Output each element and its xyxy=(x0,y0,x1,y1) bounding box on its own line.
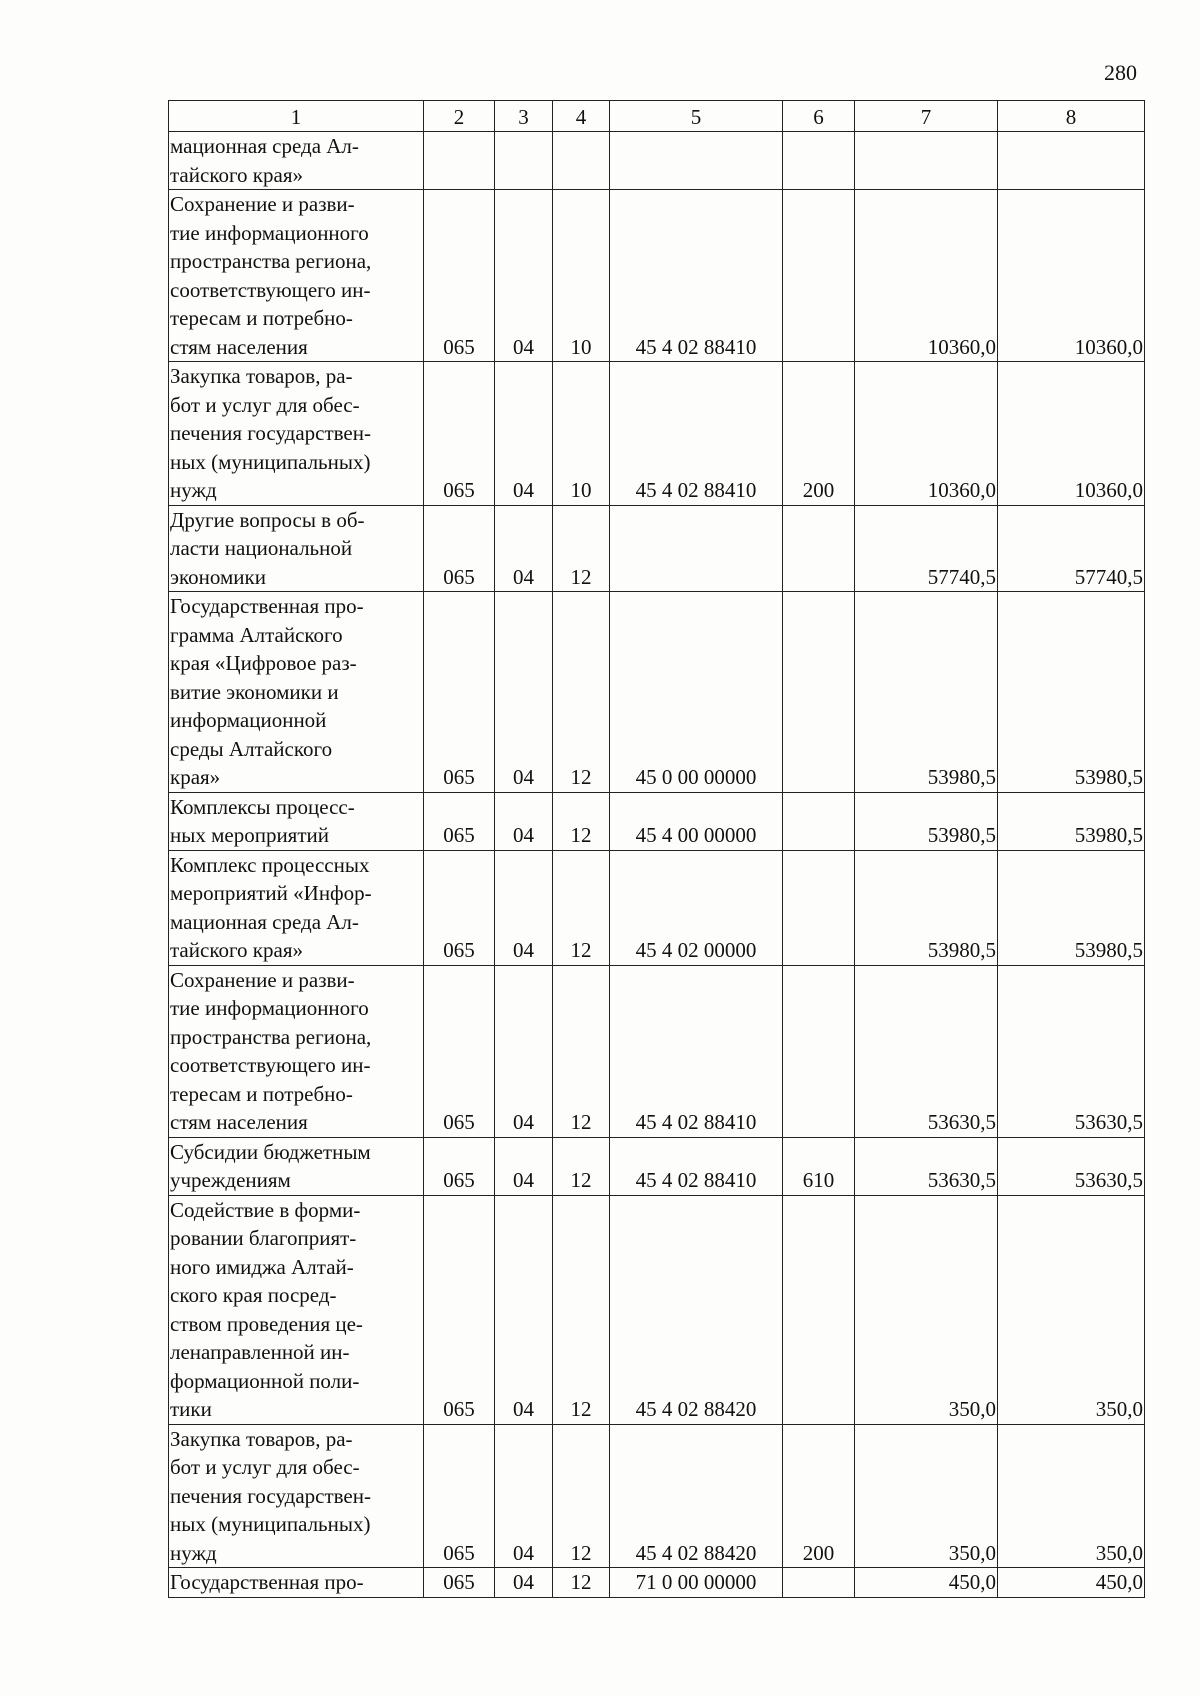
table-cell-expense-type xyxy=(783,592,855,793)
table-cell-sum-a xyxy=(855,132,998,190)
column-header: 7 xyxy=(855,101,998,132)
table-row xyxy=(169,965,1145,1137)
table-cell-name xyxy=(169,592,424,793)
table-cell-expense-type xyxy=(783,1568,855,1598)
row-label: Другие вопросы в об- ласти национальной экономики xyxy=(170,507,365,589)
table-cell-admin: 065 xyxy=(424,1195,495,1424)
table-cell-sum-a: 350,0 xyxy=(855,1424,998,1568)
row-label: Сохранение и разви- тие информационного пространства региона, соответствующего ин- тересам и потребно- стям населения xyxy=(170,967,372,1134)
table-cell-section: 04 xyxy=(495,1137,553,1195)
table-cell-sum-a: 53630,5 xyxy=(855,1137,998,1195)
table-cell-sum-a: 53980,5 xyxy=(855,792,998,850)
table-cell-admin: 065 xyxy=(424,592,495,793)
column-header: 8 xyxy=(998,101,1145,132)
table-cell-sum-a: 53980,5 xyxy=(855,850,998,965)
table-cell-section: 04 xyxy=(495,592,553,793)
table-cell-subsection: 12 xyxy=(553,1424,610,1568)
table-cell-expense-type: 200 xyxy=(783,1424,855,1568)
table-cell-target: 45 0 00 00000 xyxy=(610,592,783,793)
table-cell-sum-b: 10360,0 xyxy=(998,362,1145,506)
table-cell-admin: 065 xyxy=(424,1137,495,1195)
table-cell-target: 45 4 02 88410 xyxy=(610,362,783,506)
table-cell-section: 04 xyxy=(495,505,553,592)
table-cell-name xyxy=(169,792,424,850)
table-cell-name xyxy=(169,850,424,965)
table-cell-subsection: 12 xyxy=(553,850,610,965)
table-row xyxy=(169,190,1145,362)
table-cell-section: 04 xyxy=(495,190,553,362)
table-cell-section: 04 xyxy=(495,1424,553,1568)
table-cell-sum-a: 450,0 xyxy=(855,1568,998,1598)
table-cell-sum-b xyxy=(998,132,1145,190)
column-header: 3 xyxy=(495,101,553,132)
table-cell-expense-type xyxy=(783,850,855,965)
table-cell-sum-b: 53630,5 xyxy=(998,965,1145,1137)
table-cell-admin: 065 xyxy=(424,505,495,592)
table-cell-target: 45 4 02 88410 xyxy=(610,190,783,362)
table-cell-sum-b: 57740,5 xyxy=(998,505,1145,592)
column-header: 6 xyxy=(783,101,855,132)
row-label: Содействие в форми- ровании благоприят- ного имиджа Алтай- ского края посред- ством проведения це- ленаправленной ин- формационной поли- тики xyxy=(170,1197,363,1421)
table-cell-sum-b: 53980,5 xyxy=(998,592,1145,793)
table-cell-target: 45 4 02 88420 xyxy=(610,1424,783,1568)
table-cell-target xyxy=(610,132,783,190)
table-cell-admin: 065 xyxy=(424,362,495,506)
table-cell-admin xyxy=(424,132,495,190)
table-cell-name xyxy=(169,190,424,362)
budget-table xyxy=(168,100,1145,1598)
table-row xyxy=(169,132,1145,190)
table-row xyxy=(169,592,1145,793)
row-label: Субсидии бюджетным учреждениям xyxy=(170,1139,371,1192)
table-cell-expense-type: 200 xyxy=(783,362,855,506)
table-cell-sum-b: 53630,5 xyxy=(998,1137,1145,1195)
table-cell-expense-type xyxy=(783,505,855,592)
row-label: мационная среда Ал- тайского края» xyxy=(170,134,359,187)
table-cell-sum-a: 350,0 xyxy=(855,1195,998,1424)
table-cell-sum-b: 10360,0 xyxy=(998,190,1145,362)
row-label: Комплексы процесс- ных мероприятий xyxy=(170,794,355,847)
table-cell-section: 04 xyxy=(495,1195,553,1424)
table-cell-target: 45 4 02 88420 xyxy=(610,1195,783,1424)
table-cell-target: 45 4 02 88410 xyxy=(610,965,783,1137)
table-cell-subsection: 10 xyxy=(553,362,610,506)
table-cell-target: 45 4 02 88410 xyxy=(610,1137,783,1195)
table-row xyxy=(169,1137,1145,1195)
table-cell-section: 04 xyxy=(495,965,553,1137)
table-cell-section xyxy=(495,132,553,190)
table-cell-admin: 065 xyxy=(424,792,495,850)
table-cell-expense-type xyxy=(783,132,855,190)
table-cell-admin: 065 xyxy=(424,190,495,362)
table-cell-expense-type xyxy=(783,792,855,850)
column-header: 5 xyxy=(610,101,783,132)
row-label: Закупка товаров, ра- бот и услуг для обес- печения государствен- ных (муниципальных) нужд xyxy=(170,364,371,502)
table-cell-name xyxy=(169,362,424,506)
row-label: Комплекс процессных мероприятий «Инфор- мационная среда Ал- тайского края» xyxy=(170,852,372,962)
row-label: Государственная про- грамма Алтайского края «Цифровое раз- витие экономики и информационной среды Алтайского края» xyxy=(170,594,364,789)
table-cell-subsection: 12 xyxy=(553,965,610,1137)
table-cell-target xyxy=(610,505,783,592)
table-cell-subsection: 10 xyxy=(553,190,610,362)
table-cell-sum-b: 350,0 xyxy=(998,1195,1145,1424)
table-cell-section: 04 xyxy=(495,1568,553,1598)
table-cell-subsection xyxy=(553,132,610,190)
table-cell-admin: 065 xyxy=(424,965,495,1137)
table-row xyxy=(169,792,1145,850)
table-cell-admin: 065 xyxy=(424,850,495,965)
table-cell-expense-type xyxy=(783,1195,855,1424)
table-cell-name xyxy=(169,505,424,592)
column-header: 1 xyxy=(169,101,424,132)
table-cell-expense-type xyxy=(783,965,855,1137)
table-cell-sum-b: 53980,5 xyxy=(998,792,1145,850)
table-cell-section: 04 xyxy=(495,362,553,506)
table-cell-sum-b: 450,0 xyxy=(998,1568,1145,1598)
table-cell-name xyxy=(169,132,424,190)
column-header: 2 xyxy=(424,101,495,132)
table-cell-name xyxy=(169,1568,424,1598)
table-row xyxy=(169,1424,1145,1568)
table-cell-target: 45 4 00 00000 xyxy=(610,792,783,850)
table-row xyxy=(169,1568,1145,1598)
table-cell-expense-type xyxy=(783,190,855,362)
table-cell-subsection: 12 xyxy=(553,592,610,793)
table-cell-name xyxy=(169,1137,424,1195)
table-cell-section: 04 xyxy=(495,850,553,965)
table-cell-sum-a: 10360,0 xyxy=(855,190,998,362)
header-row xyxy=(169,101,1145,132)
table-cell-name xyxy=(169,1195,424,1424)
row-label: Сохранение и разви- тие информационного пространства региона, соответствующего ин- тересам и потребно- стям населения xyxy=(170,192,372,359)
row-label: Закупка товаров, ра- бот и услуг для обес- печения государствен- ных (муниципальных) нужд xyxy=(170,1426,371,1565)
table-cell-target: 45 4 02 00000 xyxy=(610,850,783,965)
table-cell-admin: 065 xyxy=(424,1568,495,1598)
table-cell-sum-a: 53980,5 xyxy=(855,592,998,793)
table-cell-subsection: 12 xyxy=(553,1137,610,1195)
table-cell-expense-type: 610 xyxy=(783,1137,855,1195)
table-cell-name xyxy=(169,1424,424,1568)
table-cell-section: 04 xyxy=(495,792,553,850)
table-row xyxy=(169,505,1145,592)
table-cell-sum-a: 57740,5 xyxy=(855,505,998,592)
table-cell-sum-a: 53630,5 xyxy=(855,965,998,1137)
table-row xyxy=(169,362,1145,506)
table-cell-subsection: 12 xyxy=(553,1195,610,1424)
table-cell-sum-b: 350,0 xyxy=(998,1424,1145,1568)
row-label: Государственная про- xyxy=(170,1570,364,1594)
table-body xyxy=(169,132,1145,1598)
table-cell-sum-a: 10360,0 xyxy=(855,362,998,506)
table-cell-subsection: 12 xyxy=(553,792,610,850)
table-row xyxy=(169,1195,1145,1424)
table-cell-name xyxy=(169,965,424,1137)
table-cell-subsection: 12 xyxy=(553,505,610,592)
table-cell-admin: 065 xyxy=(424,1424,495,1568)
table-cell-subsection: 12 xyxy=(553,1568,610,1598)
table-cell-sum-b: 53980,5 xyxy=(998,850,1145,965)
page-number: 280 xyxy=(1104,60,1137,85)
table-row xyxy=(169,850,1145,965)
table-cell-target: 71 0 00 00000 xyxy=(610,1568,783,1598)
column-header: 4 xyxy=(553,101,610,132)
